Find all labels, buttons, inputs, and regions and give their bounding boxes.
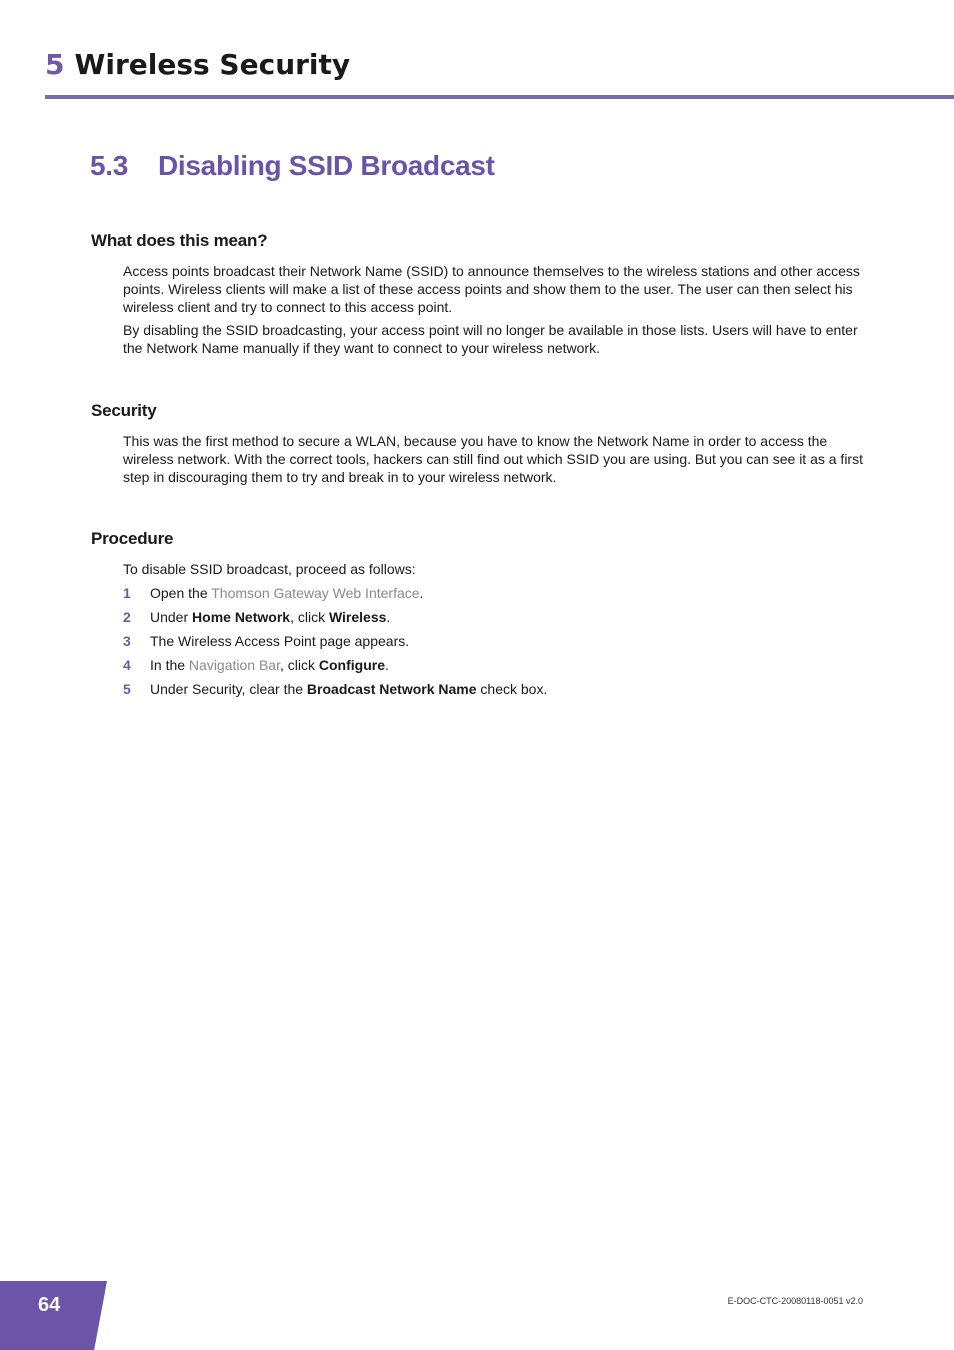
subheading-procedure: Procedure bbox=[91, 529, 174, 548]
document-id: E-DOC-CTC-20080118-0051 v2.0 bbox=[727, 1296, 863, 1306]
procedure-step-5 bbox=[123, 680, 547, 698]
paragraph-security: This was the first method to secure a WLAN, because you have to know the Network Name in order to access the wireless network. With the correct tools, hackers can still find out which SSID you are using. But you can see it as a first step in discouraging them to try and break in to your wireless network. bbox=[123, 433, 863, 485]
step-bold-text: Home Network bbox=[192, 609, 291, 625]
paragraph-ssid-intro: Access points broadcast their Network Name (SSID) to announce themselves to the wireless stations and other access points. Wireless clients will make a list of these access points and show them to the user. The user can then select his wireless client and try to connect to this access point. bbox=[123, 263, 860, 315]
step-number: 4 bbox=[123, 657, 131, 673]
step-number: 5 bbox=[123, 681, 131, 697]
chapter-title: Wireless Security bbox=[74, 48, 351, 81]
section-number: 5.3 bbox=[90, 150, 129, 181]
step-text: . bbox=[384, 657, 389, 673]
procedure-intro: To disable SSID broadcast, proceed as follows: bbox=[123, 561, 416, 577]
step-bold-text: Broadcast Network Name bbox=[306, 681, 477, 697]
procedure-step-4 bbox=[123, 656, 389, 674]
navigation-bar-link[interactable]: Navigation Bar bbox=[188, 657, 280, 673]
header-rule bbox=[45, 95, 954, 99]
procedure-step-3 bbox=[123, 632, 409, 650]
page-number: 64 bbox=[38, 1294, 61, 1316]
step-text: Under Security, clear the bbox=[150, 681, 307, 697]
subheading-security: Security bbox=[91, 401, 157, 420]
subheading-what-does-this-mean: What does this mean? bbox=[91, 231, 268, 250]
step-text: Open the bbox=[150, 585, 212, 601]
chapter-number: 5 bbox=[45, 48, 65, 81]
step-text: , click bbox=[279, 657, 319, 673]
step-bold-text: Configure bbox=[318, 657, 385, 673]
chapter-header bbox=[45, 48, 350, 81]
step-text: . bbox=[419, 585, 424, 601]
step-text: The Wireless Access Point page appears. bbox=[150, 633, 410, 649]
step-text: , click bbox=[290, 609, 329, 625]
procedure-step-2 bbox=[123, 608, 390, 626]
procedure-step-1 bbox=[123, 584, 423, 602]
step-text: Under bbox=[150, 609, 193, 625]
step-text: In the bbox=[150, 657, 189, 673]
section-title bbox=[90, 150, 495, 182]
step-bold-text: Wireless bbox=[328, 609, 387, 625]
step-text: . bbox=[386, 609, 391, 625]
section-title-text: Disabling SSID Broadcast bbox=[158, 150, 495, 181]
thomson-gateway-web-interface-link[interactable]: Thomson Gateway Web Interface bbox=[211, 585, 420, 601]
step-number: 2 bbox=[123, 609, 131, 625]
step-text: check box. bbox=[476, 681, 548, 697]
paragraph-ssid-disable: By disabling the SSID broadcasting, your access point will no longer be available in those lists. Users will have to enter the Network Name manually if they want to connect to your wireless network. bbox=[123, 322, 858, 356]
step-number: 3 bbox=[123, 633, 131, 649]
step-number: 1 bbox=[123, 585, 131, 601]
